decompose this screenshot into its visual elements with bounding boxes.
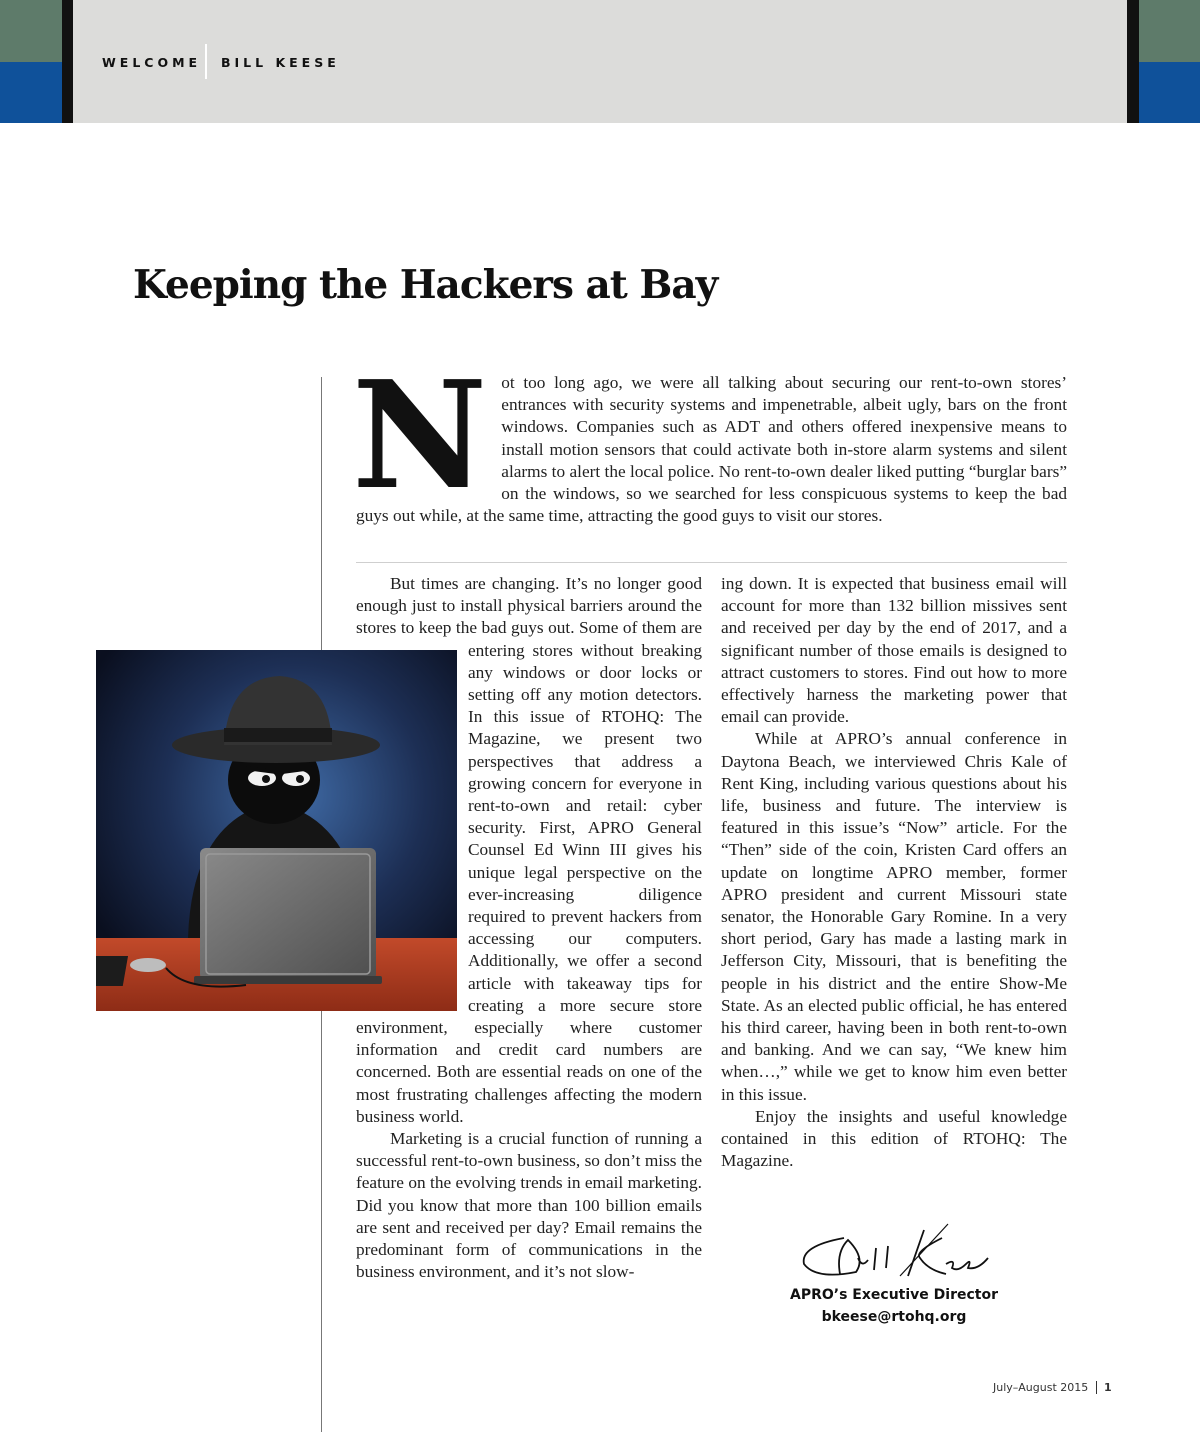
- folio-divider: [1096, 1381, 1097, 1394]
- issue-date: July–August 2015: [993, 1381, 1089, 1394]
- handwritten-signature: [796, 1218, 996, 1288]
- header-divider: [205, 44, 207, 79]
- header-accent-black-left: [62, 0, 73, 123]
- page-number: 1: [1104, 1381, 1112, 1394]
- drop-cap: N: [352, 348, 488, 522]
- intro-paragraph: [352, 348, 1067, 527]
- header-accent-green-left: [0, 0, 62, 62]
- paragraph-marketing: Marketing is a crucial function of running a successful rent-to-own business, so don’t miss the feature on the evolving trends in email marketing. Did you know that more than 100 billion emails are sent and received per day? Email remains the predominant form of communications in the business environment, and it’s not slow-: [356, 1129, 702, 1282]
- right-column: [721, 573, 1067, 1172]
- section-label: WELCOME: [102, 55, 202, 70]
- author-label: BILL KEESE: [221, 55, 340, 70]
- paragraph-closing: Enjoy the insights and useful knowledge contained in this edition of RTOHQ: The Magazine.: [721, 1106, 1067, 1171]
- article-title: Keeping the Hackers at Bay: [133, 262, 718, 308]
- header-accent-blue-right: [1139, 62, 1200, 123]
- intro-separator: [356, 562, 1067, 563]
- header-accent-green-right: [1139, 0, 1200, 62]
- signature-email[interactable]: bkeese@rtohq.org: [821, 1309, 967, 1325]
- header-accent-blue-left: [0, 62, 62, 123]
- intro-text: ot too long ago, we were all talking about securing our rent-to-own stores’ entrances with security systems and impenetrable, albeit ugly, bars on the front windows. Companies such as ADT and others offered inexpensive means to install motion sensors that could activate both in-store alarm systems and silent alarms to alert the local police. No rent-to-own dealer liked putting “burglar bars” on the windows, so we searched for less conspicuous systems to keep the bad guys out while, at the same time, attracting the good guys to visit our stores.: [356, 373, 1067, 526]
- hacker-illustration: [96, 650, 457, 1011]
- paragraph-email-continued: ing down. It is expected that business email will account for more than 132 billion missives sent and received per day by the end of 2017, and a significant number of those emails is designed to attract customers to stores. Find out how to more effectively harness the marketing power that email can provide.: [721, 574, 1067, 727]
- paragraph-times-changing: But times are changing. It’s no longer good enough just to install physical barriers around the stores to keep the bad guys out. Some of them are entering stores without breaking any windows or door locks or setting off any motion detectors. In this issue of RTOHQ: The Magazine, we present two perspectives that address a growing concern for everyone in rent-to-own and retail: cyber security. First, APRO General Counsel Ed Winn III gives his unique legal perspective on the ever-increasing diligence required to prevent hackers from accessing our computers. Additionally, we offer a second article with takeaway tips for creating a more secure store environment, especially where customer information and credit card numbers are concerned. Both are essential reads on one of the most frustrating challenges affecting the modern business world.: [356, 574, 702, 1126]
- paragraph-conference: While at APRO’s annual conference in Daytona Beach, we interviewed Chris Kale of Rent King, including various questions about his life, business and future. The interview is featured in this issue’s “Now” article. For the “Then” side of the coin, Kristen Card offers an update on longtime APRO member, former APRO president and current Missouri state senator, the Honorable Gary Romine. In a very short period, Gary has made a lasting mark in Jefferson City, Missouri, that is benefiting the people in his district and the entire Show-Me State. As an elected public official, he has entered his third career, having been in both rent-to-own and banking. And we can say, “We knew him when…,” while we get to know him even better in this issue.: [721, 729, 1067, 1104]
- signature-title: APRO’s Executive Director: [790, 1287, 998, 1303]
- header-accent-black-right: [1127, 0, 1139, 123]
